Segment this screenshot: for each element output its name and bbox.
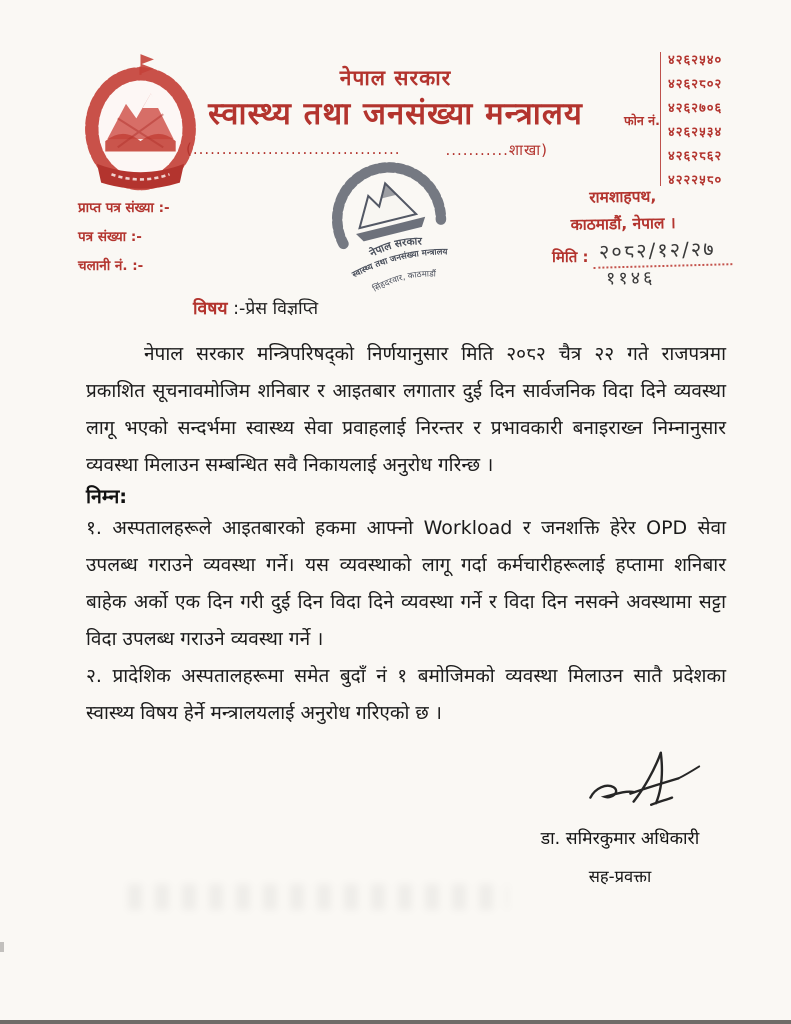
signatory-role: सह-प्रवक्ता xyxy=(588,867,652,886)
phone-number: ४२६२८६२ xyxy=(668,149,723,164)
body-item-1: १. अस्पतालहरूले आइतबारको हकमा आफ्नो Workload र जनशक्ति हेरेर OPD सेवा उपलब्ध गराउने व्यवस्था गर्ने। यस व्यवस्थाको लागू गर्दा कर्मचारीहरूलाई हप्तामा शनिबार बाहेक अर्को एक दिन गरी दुई दिन विदा दिने व्यवस्था गर्ने र विदा दिन नसक्ने अवस्थामा सट्टा विदा उपलब्ध गराउने व्यवस्था गर्ने । xyxy=(86,517,726,650)
subject-row xyxy=(193,296,318,320)
signature-block xyxy=(500,748,740,887)
phone-divider xyxy=(660,52,661,186)
handwritten-dispatch-number: ११४६ xyxy=(605,267,656,290)
government-title: नेपाल सरकार xyxy=(339,66,452,90)
address-line: रामशाहपथ, xyxy=(589,187,657,207)
stamp-text-ministry: स्वास्थ्य तथा जनसंख्या मन्त्रालय xyxy=(350,247,448,281)
phone-number: ४२६२५४० xyxy=(668,53,723,68)
dispatch-number-label: चलानी नं. :- xyxy=(78,258,144,274)
phone-label: फोन नं. xyxy=(624,113,660,128)
ministry-title: स्वास्थ्य तथा जनसंख्या मन्त्रालय xyxy=(208,96,583,132)
ministry-address xyxy=(538,183,709,240)
body-paragraph-1: नेपाल सरकार मन्त्रिपरिषद्को निर्णयानुसार मिति २०८२ चैत्र २२ गते राजपत्रमा प्रकाशित सूचनावमोजिम शनिबार र आइतबार लगातार दुई दिन सार्वजनिक विदा दिने व्यवस्था लागू भएको सन्दर्भमा स्वास्थ्य सेवा प्रवाहलाई निरन्तर र प्रभावकारी बनाइराख्न निम्नानुसार व्यवस्था मिलाउन सम्बन्धित सवै निकायलाई अनुरोध गरिन्छ । xyxy=(86,343,726,476)
scan-edge-mark xyxy=(0,942,4,952)
phone-number: ४२६२५३४ xyxy=(668,125,723,140)
branch-line-right: ...........शाखा) xyxy=(445,141,548,159)
address-line: काठमाडौं, नेपाल । xyxy=(570,214,676,234)
phone-number-list xyxy=(668,50,722,188)
signatory-name: डा. समिरकुमार अधिकारी xyxy=(540,829,700,849)
body-item-2: २. प्रादेशिक अस्पतालहरूमा समेत बुदाँ नं १ बमोजिमको व्यवस्था मिलाउन सातै प्रदेशका स्वास्थ्य विषय हेर्ने मन्त्रालयलाई अनुरोध गरिएको छ । xyxy=(86,665,726,724)
letter-number-label: पत्र संख्या :- xyxy=(78,229,142,245)
svg-text:सिंहदरवार, काठमाडौं xyxy=(370,265,440,296)
ink-bleed-smudge xyxy=(128,884,508,910)
handwritten-date: २०८२/१२/२७ xyxy=(592,234,731,269)
phone-number: ४२६२८०२ xyxy=(668,77,723,92)
subject-value: प्रेस विज्ञप्ति xyxy=(245,299,319,319)
received-letter-number-label: प्राप्त पत्र संख्या :- xyxy=(78,200,170,216)
phone-number: ४२६२७०६ xyxy=(668,101,723,116)
scan-bottom-edge xyxy=(0,1020,791,1024)
subject-separator: :- xyxy=(227,299,246,319)
handwritten-signature-icon xyxy=(573,748,723,820)
branch-line-left: (.................................... xyxy=(186,140,401,158)
stamp-text-government: नेपाल सरकार xyxy=(367,235,422,260)
phone-number: ४२२२५८० xyxy=(668,173,723,188)
stamp-text-location: सिंहदरवार, काठमाडौं xyxy=(371,269,436,295)
date-row xyxy=(552,236,731,267)
subject-label: विषय xyxy=(193,299,228,319)
date-label: मिति : xyxy=(552,248,589,266)
reference-labels xyxy=(78,194,170,281)
list-heading: निम्न: xyxy=(86,485,128,508)
